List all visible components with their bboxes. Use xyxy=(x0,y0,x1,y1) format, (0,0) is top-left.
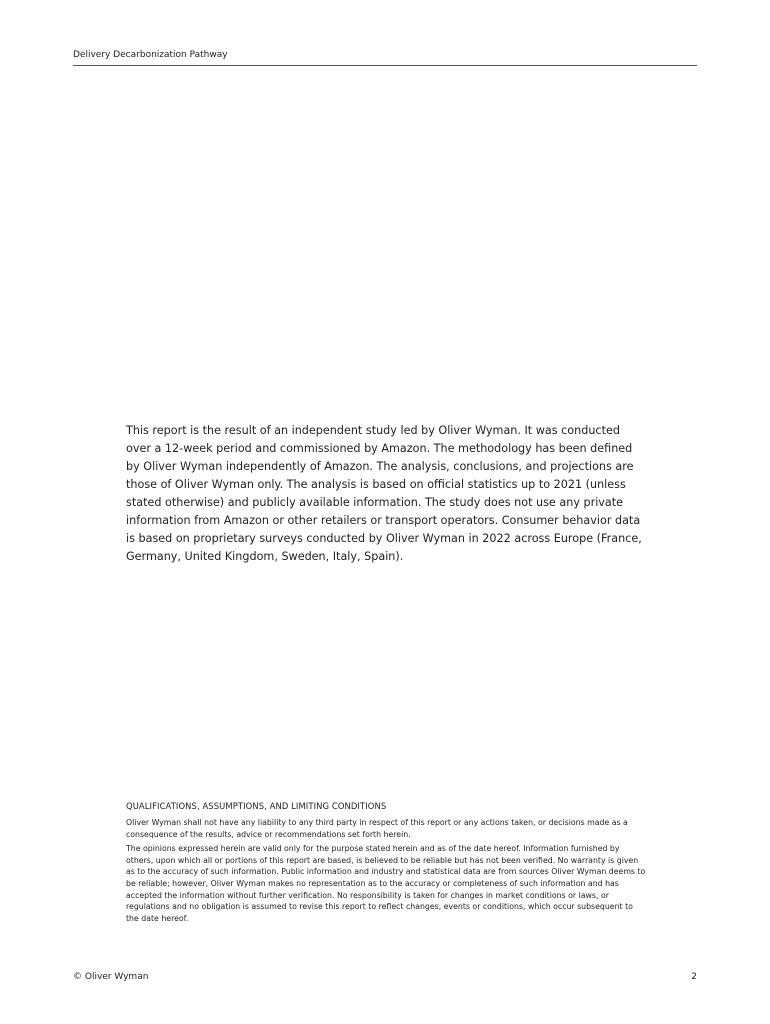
intro-paragraph: This report is the result of an independent study led by Oliver Wyman. It was conducted over a 12-week period and commissioned by Amazon. The methodology has been defined by Oliver Wyman independently of Amazon. The analysis, conclusions, and projections are those of Oliver Wyman only. The analysis is based on official statistics up to 2021 (unless stated otherwise) and publicly available information. The study does not use any private information from Amazon or other retailers or transport operators. Consumer behavior data is based on proprietary surveys conducted by Oliver Wyman in 2022 across Europe (France, Germany, United Kingdom, Sweden, Italy, Spain). xyxy=(126,424,642,563)
running-header-title: Delivery Decarbonization Pathway xyxy=(73,50,228,60)
qualifications-section xyxy=(126,800,646,927)
qualifications-heading: QUALIFICATIONS, ASSUMPTIONS, AND LIMITING CONDITIONS xyxy=(126,801,387,811)
intro-section xyxy=(126,422,646,566)
footer-copyright: © Oliver Wyman xyxy=(73,972,149,982)
qualifications-paragraph-liability: Oliver Wyman shall not have any liability to any third party in respect of this report or any actions taken, or decisions made as a consequence of the results, advice or recommendations set forth herein. xyxy=(126,818,628,839)
qualifications-paragraph-opinions: The opinions expressed herein are valid only for the purpose stated herein and as of the date hereof. Information furnished by others, upon which all or portions of this report are based, is believed to be reliable but has not been verified. No warranty is given as to the accuracy of such information. Public information and industry and statistical data are from sources Oliver Wyman deems to be reliable; however, Oliver Wyman makes no representation as to the accuracy or completeness of such information and has accepted the information without further verification. No responsibility is taken for changes in market conditions or laws, or regulations and no obligation is assumed to revise this report to reflect changes, events or conditions, which occur subsequent to the date hereof. xyxy=(126,844,646,923)
page-number: 2 xyxy=(691,972,697,982)
header-divider xyxy=(73,65,697,66)
